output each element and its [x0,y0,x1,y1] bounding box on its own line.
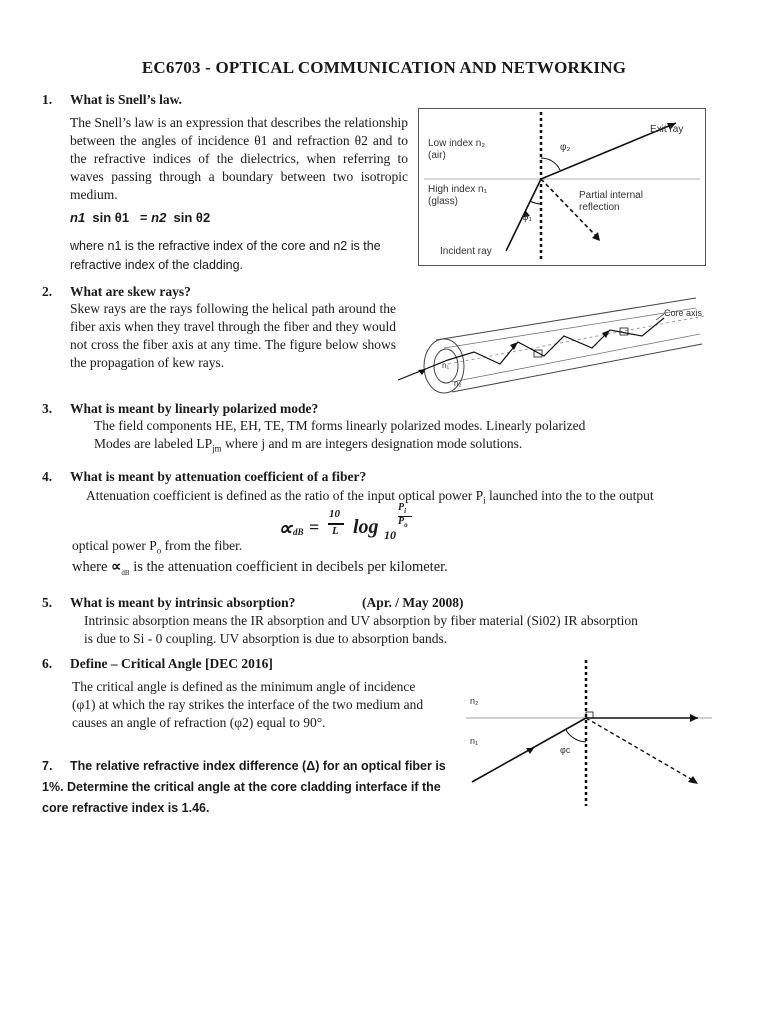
po-sub: o [404,521,408,529]
question-4-line-2 [72,537,242,560]
question-1-heading [42,92,182,108]
formula-equals: = [309,517,320,537]
question-4-heading [42,469,366,485]
attenuation-text: Attenuation coefficient is defined as the ratio of the input optical power P [86,488,484,503]
alpha-symbol: ∝ [278,518,293,540]
formula-sin2: sin θ2 [173,210,211,225]
where-text-rest: is the attenuation coefficient in decibels per kilometer. [129,559,448,575]
question-text: What are skew rays? [70,284,191,299]
question-2-answer: Skew rays are the rays following the helical path around the fiber axis when they travel through the fiber and they would not cross the fiber axis at any time. The figure below shows the propagation of kew rays. [70,301,396,370]
question-4-line-1 [86,487,654,510]
po-denominator [398,516,408,529]
question-4-where [72,559,448,577]
question-text: The relative refractive index difference (Δ) for an optical fiber is 1%. Determine the critical angle at the core cladding interface if the core refractive index is 1.46. [42,759,446,815]
exit-ray-label: Exit ray [650,124,684,135]
phic-label: φc [560,745,571,755]
page-title: EC6703 - OPTICAL COMMUNICATION AND NETWORKING [141,58,627,77]
partial-label-2: reflection [579,202,620,213]
question-3-line-1: The field components HE, EH, TE, TM forms linearly polarized modes. Linearly polarized [94,418,586,433]
question-6-heading [42,656,273,672]
reflected-ray [586,718,696,782]
cladding-bottom [452,344,702,392]
lp-text-rest: where j and m are integers designation mode solutions. [221,436,523,451]
n2-label: n₂ [454,379,462,388]
skew-arrow-2 [510,342,518,350]
snell-formula [70,210,210,225]
question-5-date: (Apr. / May 2008) [362,595,464,610]
formula-n2: n2 [151,210,167,225]
po-p: P [398,516,405,527]
question-text: Define – Critical Angle [DEC 2016] [70,656,273,671]
alpha-subscript: dB [293,527,304,537]
question-7 [42,756,462,819]
low-index-label: Low index n₂ [428,138,486,149]
question-text: What is meant by intrinsic absorption? [70,595,296,610]
lp-text: Modes are labeled LP [94,436,213,451]
formula-sin1: sin θ1 [92,210,130,225]
n1-label: n₁ [442,361,450,370]
high-index-label: High index n₁ [428,184,487,195]
formula-equals: = [139,210,148,225]
where-subscript: dB [121,568,130,577]
question-1-answer: The Snell’s law is an expression that describes the relationship between the angles of incidence θ1 and refraction θ2 and to the refractive indices of the dielectrics, when referring to waves passing through a boundary between two isotropic medium. [70,115,408,202]
core-axis-label: Core axis [664,308,703,318]
question-text: What is Snell’s law. [70,92,183,107]
formula-n1: n1 [70,210,86,225]
critical-angle-arc [566,730,586,742]
question-2-heading [42,284,191,300]
question-number: 4. [42,469,53,484]
question-number: 3. [42,401,53,416]
question-text: What is meant by attenuation coefficient of a fiber? [70,469,367,484]
attenuation-text-rest: launched into the to the output [485,488,654,503]
snell-figure [418,108,706,266]
pi-sub: i [404,507,407,515]
where-alpha: ∝ [111,559,122,575]
question-5-line-1: Intrinsic absorption means the IR absorption and UV absorption by fiber material (Si02) IR absorption [84,613,638,628]
incident-ray-label: Incident ray [440,246,492,257]
question-number: 6. [42,656,53,671]
question-6-answer: The critical angle is defined as the minimum angle of incidence (φ1) at which the ray strikes the interface of the two medium and causes an angle of refraction (φ2) equal to 90°. [72,679,424,730]
fraction-numerator: 10 [329,508,340,520]
question-number: 7. [42,759,53,773]
lp-subscript: jm [212,443,222,454]
log-text: log [353,516,379,538]
phi1-label: φ₁ [522,212,532,223]
question-number: 1. [42,92,53,107]
po-subscript: o [156,545,162,556]
n1-label: n₁ [470,736,479,746]
partial-label-1: Partial internal [579,190,643,201]
pi-numerator [398,502,406,515]
pi-p: P [398,502,405,513]
question-number: 2. [42,284,53,299]
phi2-label: φ₂ [560,142,571,153]
log-base: 10 [384,528,396,542]
pi-subscript: i [483,495,486,506]
glass-label: (glass) [428,196,459,207]
where-text: where [72,559,112,575]
question-5-line-2: is due to Si - 0 coupling. UV absorption is due to absorption bands. [84,631,448,646]
air-label: (air) [428,150,446,161]
question-5-heading [42,595,295,611]
question-text: What is meant by linearly polarized mode? [70,401,319,416]
skew-ray-figure [396,290,714,400]
n2-label: n₂ [470,696,479,706]
refracted-arrow [690,714,698,722]
fraction-denominator: L [332,525,339,537]
snell-where: where n1 is the refractive index of the core and n2 is the refractive index of the cladding. [70,239,381,272]
question-3-line-2 [94,435,522,458]
core-axis-line [448,316,704,364]
optical-power-text-rest: from the fiber. [161,538,243,553]
optical-power-text: optical power P [72,538,157,553]
reflected-arrow [688,776,698,784]
question-number: 5. [42,595,53,610]
question-3-heading [42,401,318,417]
critical-angle-figure [462,658,714,808]
